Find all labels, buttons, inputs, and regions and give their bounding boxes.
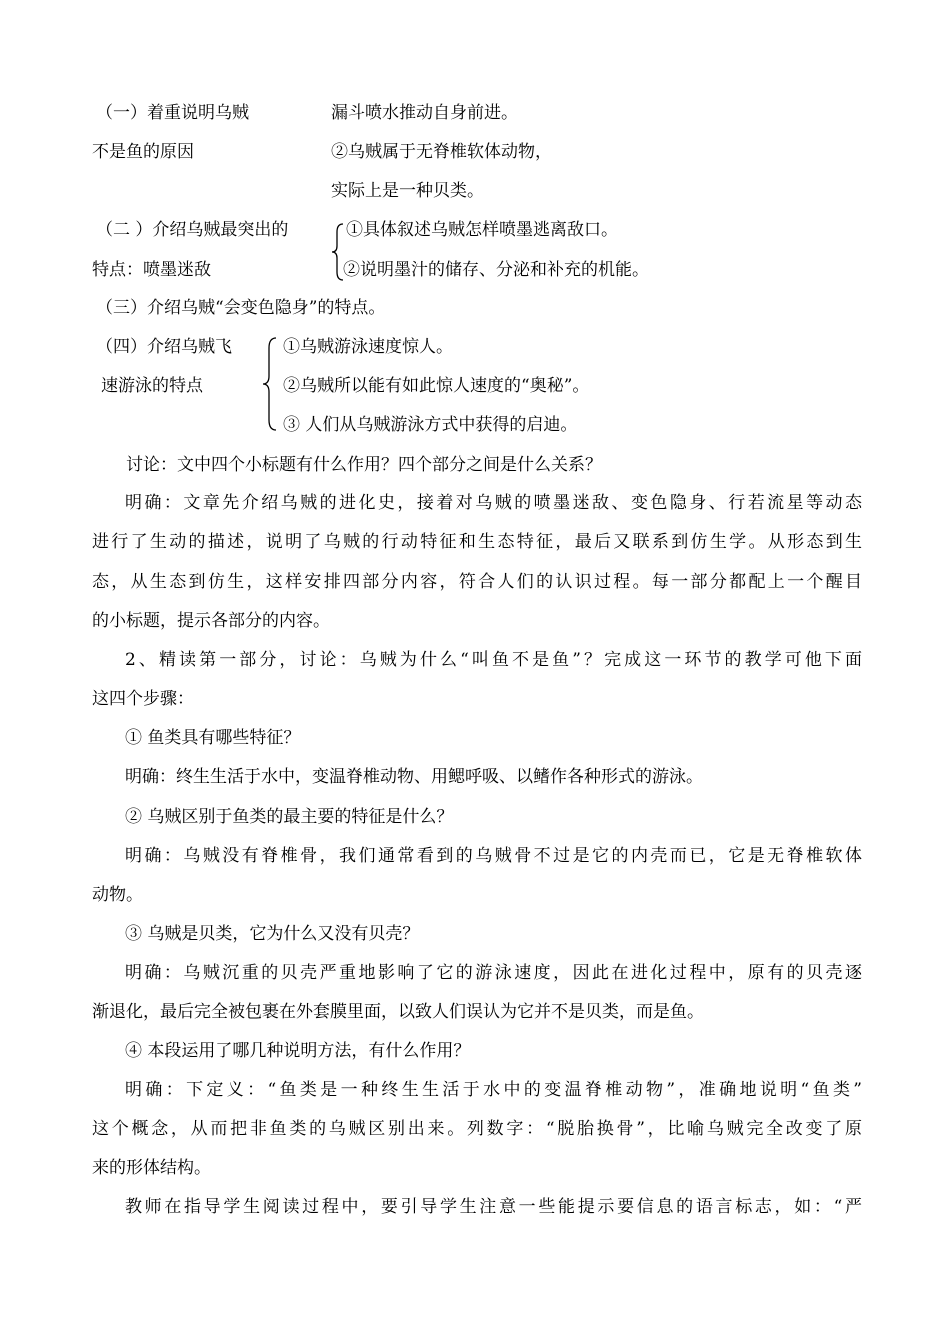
section2-title-line1: （二 ）介绍乌贼最突出的 (96, 220, 289, 240)
body-line-14: 明确：乌贼沉重的贝壳严重地影响了它的游泳速度，因此在进化过程中，原有的贝壳逐 (125, 963, 862, 983)
body-line-2: 明确：文章先介绍乌贼的进化史，接着对乌贼的喷墨迷敌、变色隐身、行若流星等动态 (125, 493, 862, 513)
body-line-9: 明确：终生生活于水中，变温脊椎动物、用鳃呼吸、以鳍作各种形式的游泳。 (125, 767, 703, 787)
section1-item-1: 漏斗喷水推动自身前进。 (331, 103, 518, 123)
section1-title-line2: 不是鱼的原因 (92, 142, 194, 162)
body-line-3: 进行了生动的描述，说明了乌贼的行动特征和生态特征，最后又联系到仿生学。从形态到生 (92, 532, 862, 552)
section1-item-2: ②乌贼属于无脊椎软体动物， (331, 142, 552, 162)
section3-title: （三）介绍乌贼“会变色隐身”的特点。 (96, 298, 386, 318)
section4-item-2: ②乌贼所以能有如此惊人速度的“奥秘”。 (283, 376, 590, 396)
body-line-1: 讨论：文中四个小标题有什么作用？四个部分之间是什么关系？ (126, 455, 602, 475)
body-line-17: 明确：下定义：“鱼类是一种终生生活于水中的变温脊椎动物”，准确地说明“鱼类” (125, 1080, 862, 1100)
section2-item-2: ②说明墨汁的储存、分泌和补充的机能。 (343, 260, 649, 280)
body-line-12: 动物。 (92, 885, 143, 905)
body-line-6: 2、精读第一部分，讨论：乌贼为什么“叫鱼不是鱼”？完成这一环节的教学可他下面 (125, 650, 862, 670)
section1-item-3: 实际上是一种贝类。 (331, 181, 484, 201)
body-line-10: ② 乌贼区别于鱼类的最主要的特征是什么？ (125, 807, 454, 827)
body-line-7: 这四个步骤： (92, 689, 194, 709)
section1-title-line1: （一）着重说明乌贼 (96, 103, 249, 123)
section4-item-1: ①乌贼游泳速度惊人。 (283, 337, 453, 357)
section4-title-line1: （四）介绍乌贼飞 (96, 337, 232, 357)
section2-item-1: ①具体叙述乌贼怎样喷墨逃离敌口。 (346, 220, 618, 240)
body-line-20: 教师在指导学生阅读过程中，要引导学生注意一些能提示要信息的语言标志，如：“严 (125, 1197, 862, 1217)
body-line-4: 态，从生态到仿生，这样安排四部分内容，符合人们的认识过程。每一部分都配上一个醒目 (92, 572, 862, 592)
section4-item-3: ③ 人们从乌贼游泳方式中获得的启迪。 (283, 415, 578, 435)
section4-title-line2: 速游泳的特点 (101, 376, 203, 396)
section2-title-line2: 特点：喷墨迷敌 (92, 260, 211, 280)
body-line-13: ③ 乌贼是贝类，它为什么又没有贝壳？ (125, 924, 420, 944)
section4-brace (262, 336, 278, 432)
body-line-18: 这个概念，从而把非鱼类的乌贼区别出来。列数字：“脱胎换骨”，比喻乌贼完全改变了原 (92, 1119, 862, 1139)
body-line-15: 渐退化，最后完全被包裹在外套膜里面，以致人们误认为它并不是贝类，而是鱼。 (92, 1002, 704, 1022)
body-line-16: ④ 本段运用了哪几种说明方法，有什么作用？ (125, 1041, 471, 1061)
body-line-8: ① 鱼类具有哪些特征？ (125, 728, 301, 748)
body-line-19: 来的形体结构。 (92, 1158, 211, 1178)
body-line-11: 明确：乌贼没有脊椎骨，我们通常看到的乌贼骨不过是它的内壳而已，它是无脊椎软体 (125, 846, 862, 866)
body-line-5: 的小标题，提示各部分的内容。 (92, 611, 330, 631)
